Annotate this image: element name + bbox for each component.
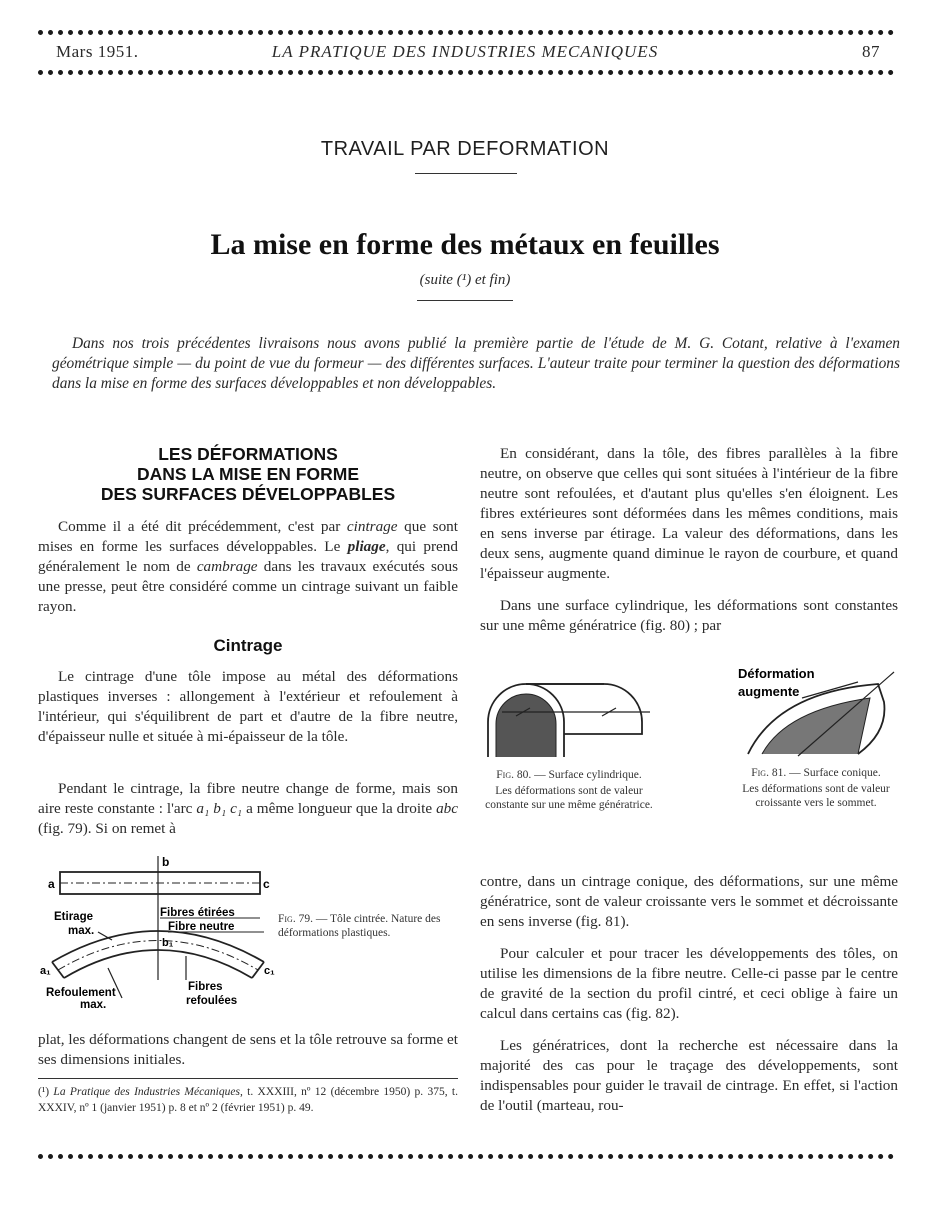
intro-paragraph: Dans nos trois précédentes livraisons nous avons publié la première partie de l'étude de M. G. Cotant, relative à l'examen géométrique simple — du point de vue du formeur — des différentes surfaces. L'auteur traite pour terminer la question des déformations dans la mise en forme des surfaces développables et non développables. xyxy=(52,335,900,392)
fig79-label-fibre-neutre: Fibre neutre xyxy=(168,921,235,933)
footnote-rule xyxy=(38,1078,458,1079)
header-page-number: 87 xyxy=(862,42,880,61)
header-date: Mars 1951. xyxy=(56,42,139,61)
section-label: TRAVAIL PAR DEFORMATION xyxy=(320,138,610,160)
fig79-label-etirage-max: max. xyxy=(68,925,95,937)
footer-dotted-rule xyxy=(38,1154,894,1159)
section-label-rule xyxy=(415,173,517,174)
fig81-caption-note: Les déformations sont de valeur croissante vers le sommet. xyxy=(742,783,890,809)
right-para-5: Les génératrices, dont la recherche est nécessaire dans la majorité des cas pour le traçage des développements, sont indispensables pour guider le travail de cintrage. En effet, si l'action de l'outil (marteau, rou- xyxy=(480,1037,898,1114)
right-column-top xyxy=(480,444,898,636)
left-paragraph-1 xyxy=(38,517,458,617)
fig80-cylinder-inner xyxy=(496,694,556,757)
article-title: La mise en forme des métaux en feuilles xyxy=(210,228,720,261)
footnote-journal: La Pratique des Industries Mécaniques, xyxy=(53,1086,243,1098)
left-paragraph-2 xyxy=(38,667,458,747)
article-subtitle: (suite (¹) et fin) xyxy=(419,272,511,288)
fig80-diagram xyxy=(482,672,652,762)
fig79-label-fibres-etirees: Fibres étirées xyxy=(160,907,235,919)
para3-text-b: a même longueur que la droite xyxy=(242,800,437,817)
fig79-label-b1: b₁ xyxy=(162,937,174,949)
term-cambrage: cambrage xyxy=(196,558,258,575)
left-paragraph-4 xyxy=(38,1030,458,1070)
fig79-label-c1: c₁ xyxy=(264,965,275,977)
subheading-cintrage: Cintrage xyxy=(213,636,283,655)
fig79-label-c: c xyxy=(263,877,270,891)
fig79-label-a: a xyxy=(48,877,55,891)
fig81-label-leader xyxy=(802,682,858,698)
fig79-label-refoulement-max: max. xyxy=(80,999,107,1010)
para3-text-c: (fig. 79). Si on remet à xyxy=(38,820,176,837)
fig79-label-refoulees: refoulées xyxy=(186,995,238,1007)
fig81-diagram xyxy=(738,662,898,762)
fig79-label-b: b xyxy=(162,855,170,869)
section-heading-line1: LES DÉFORMATIONS xyxy=(158,444,338,464)
fig80-caption-number: Fig. 80. xyxy=(496,769,532,781)
fig80-caption-note: Les déformations sont de valeur constante sur une même génératrice. xyxy=(485,785,653,811)
arc-label: a₁ b₁ c₁ xyxy=(196,800,243,817)
fig79-label-etirage: Etirage xyxy=(54,911,93,923)
term-pliage: pliage xyxy=(347,538,386,555)
line-label: abc xyxy=(436,800,458,817)
fig80-caption-text: — Surface cylindrique. xyxy=(531,769,642,781)
right-para-3: contre, dans un cintrage conique, des déformations, sur une même génératrice, sont de valeur croissante vers le sommet et décroissante en sens inverse (fig. 81). xyxy=(480,873,898,930)
para4-text: plat, les déformations changent de sens et la tôle retrouve sa forme et ses dimensions initiales. xyxy=(38,1031,458,1068)
header-top-dotted-rule xyxy=(38,30,894,35)
para1-text-a: Comme il a été dit précédemment, c'est par xyxy=(58,518,347,535)
right-para-1: En considérant, dans la tôle, des fibres parallèles à la fibre neutre, on observe que celles qui sont situées à l'intérieur de la fibre neutre sont refoulées, et d'autant plus qu'elles s'en éloignent. Les fibres extérieures sont déformées dans les mêmes conditions, mais en sens inverse par étirage. La valeur des déformations, dans les deux sens, augmente quand diminue le rayon de courbure, et quand l'épaisseur augmente. xyxy=(480,445,898,582)
fig81-caption-text: — Surface conique. xyxy=(786,767,881,779)
para2-text: Le cintrage d'une tôle impose au métal des déformations plastiques inverses : allongement à l'extérieur et refoulement à l'intérieur, qui s'équilibrent de part et d'autre de la fibre neutre, d'épaisseur nulle et située à mi-épaisseur de la tôle. xyxy=(38,668,458,745)
fig81-label-line2: augmente xyxy=(738,684,800,699)
footnote-mark: (¹) xyxy=(38,1086,50,1098)
fig81-caption-number: Fig. 81. xyxy=(751,767,787,779)
fig79-label-a1: a₁ xyxy=(40,965,51,977)
footnote xyxy=(38,1084,458,1116)
footnote-text: t. XXXIII, nº 12 (décembre 1950) p. 375, t. XXXIV, nº 1 (janvier 1951) p. 8 et nº 2 (février 1951) p. 49. xyxy=(38,1086,458,1114)
fig79-curved-left-end xyxy=(52,962,64,978)
header-bottom-dotted-rule xyxy=(38,70,894,75)
fig81-label-line1: Déformation xyxy=(738,666,815,681)
fig80-caption xyxy=(480,768,658,812)
para3-text-a: Pendant le cintrage, la fibre neutre change de forme, mais son aire reste constante : l'arc xyxy=(38,780,458,817)
fig79-caption-number: Fig. 79. xyxy=(278,913,313,925)
header-journal-title: LA PRATIQUE DES INDUSTRIES MECANIQUES xyxy=(271,42,659,61)
section-heading-line3: DES SURFACES DÉVELOPPABLES xyxy=(100,484,396,504)
para1-text-d: dans les travaux exécutés sous une presse, peut être considéré comme un cintrage suivant un faible rayon. xyxy=(38,558,458,615)
fig79-curved-right-end xyxy=(252,962,264,978)
para1-text-c: , qui prend généralement le nom de xyxy=(38,538,458,575)
fig79-diagram xyxy=(38,850,278,1010)
title-rule xyxy=(417,300,513,301)
fig81-caption xyxy=(722,766,910,810)
fig79-label-refoulement: Refoulement xyxy=(46,987,116,999)
term-cintrage: cintrage xyxy=(346,518,398,535)
left-paragraph-3 xyxy=(38,779,458,839)
fig79-caption-text: — Tôle cintrée. Nature des déformations plastiques. xyxy=(278,913,441,939)
fig79-label-fibres: Fibres xyxy=(188,981,223,993)
right-para-4: Pour calculer et pour tracer les développements des tôles, on utilise les dimensions de la fibre neutre. Celle-ci passe par le centre de gravité de la section du profil cintré, et ceci oblige à faire un calcul dans certains cas (fig. 82). xyxy=(480,945,898,1022)
fig79-caption xyxy=(278,912,454,940)
right-para-2: Dans une surface cylindrique, les déformations sont constantes sur une même génératrice (fig. 80) ; par xyxy=(480,597,898,634)
right-column-bottom xyxy=(480,872,898,1116)
section-heading-line2: DANS LA MISE EN FORME xyxy=(137,464,359,484)
para1-text-b: que sont mises en forme les surfaces développables. Le xyxy=(38,518,458,555)
